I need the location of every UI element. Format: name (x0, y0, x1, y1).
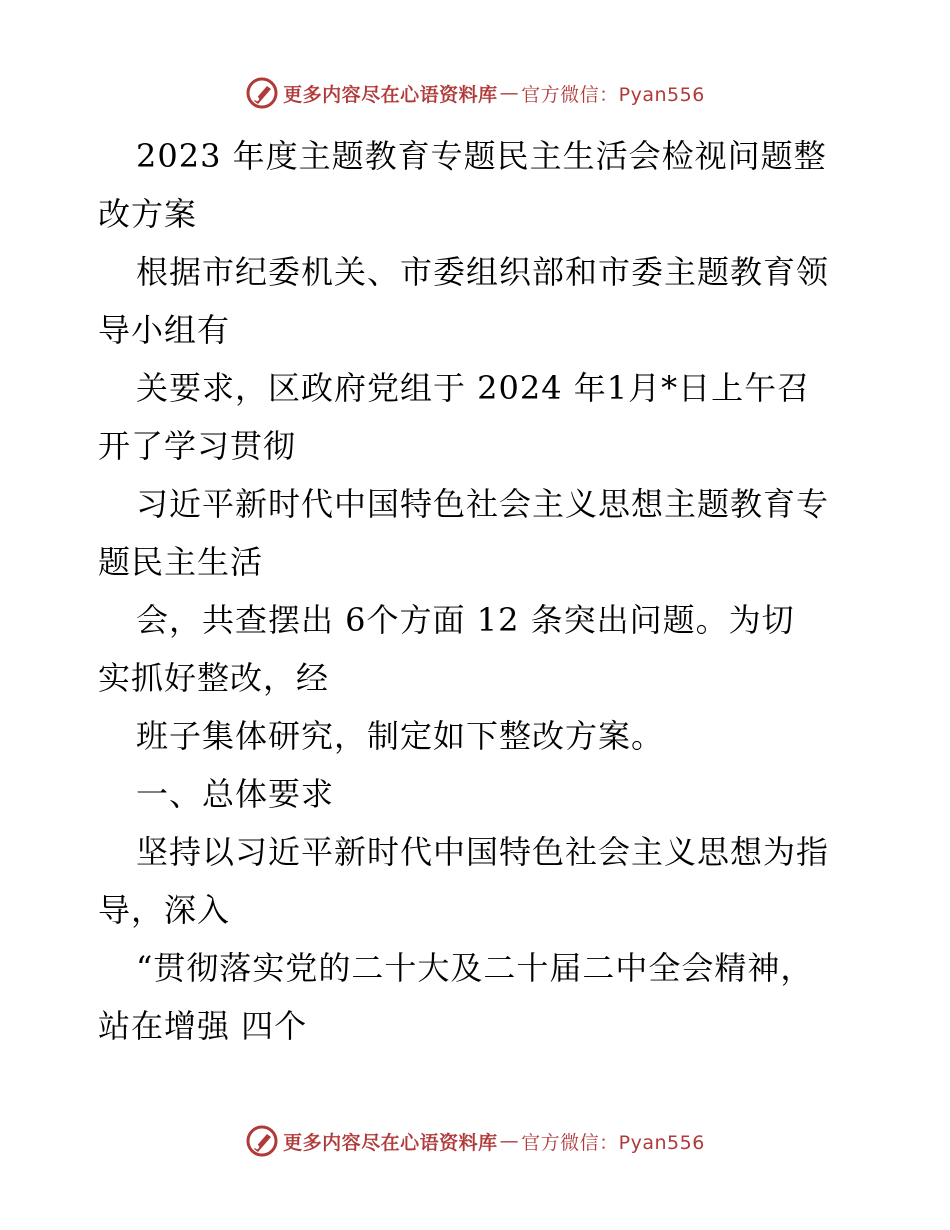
header-watermark (0, 76, 950, 110)
doc-text-line: 开了学习贯彻 (98, 427, 297, 465)
doc-text-line: 坚持以习近平新时代中国特色社会主义思想为指 (136, 833, 830, 871)
doc-text-line: 关要求，区政府党组于 2024 年1月*日上午召 (136, 369, 811, 407)
doc-text-line: 导，深入 (98, 891, 231, 929)
doc-text-line: 导小组有 (98, 311, 231, 349)
doc-text-line: 班子集体研究，制定如下整改方案。 (136, 717, 665, 755)
doc-text-line: 会，共查摆出 6个方面 12 条突出问题。为切 (136, 601, 795, 639)
doc-text-line: 实抓好整改，经 (98, 659, 330, 697)
footer-watermark (0, 1124, 950, 1158)
watermark-brand: 更多内容尽在心语资料库 (283, 1131, 498, 1154)
doc-title-line-1: 2023 年度主题教育专题民主生活会检视问题整 (136, 137, 827, 175)
document-body (98, 127, 858, 1055)
watermark-contact: 官方微信：Pyan556 (521, 83, 705, 106)
pen-logo-icon (245, 1124, 279, 1158)
doc-text-line: 根据市纪委机关、市委组织部和市委主题教育领 (136, 253, 830, 291)
doc-text-line: 题民主生活 (98, 543, 264, 581)
watermark-brand: 更多内容尽在心语资料库 (283, 83, 498, 106)
doc-text-line: 站在增强 四个 (98, 1007, 308, 1045)
doc-text-line: “贯彻落实党的二十大及二十届二中全会精神， (136, 949, 814, 987)
watermark-separator: — (499, 1130, 520, 1152)
watermark-separator: — (499, 82, 520, 104)
pen-logo-icon (245, 76, 279, 110)
watermark-contact: 官方微信：Pyan556 (521, 1131, 705, 1154)
section-heading: 一、总体要求 (136, 775, 335, 813)
doc-title-line-2: 改方案 (98, 195, 198, 233)
doc-text-line: 习近平新时代中国特色社会主义思想主题教育专 (136, 485, 830, 523)
